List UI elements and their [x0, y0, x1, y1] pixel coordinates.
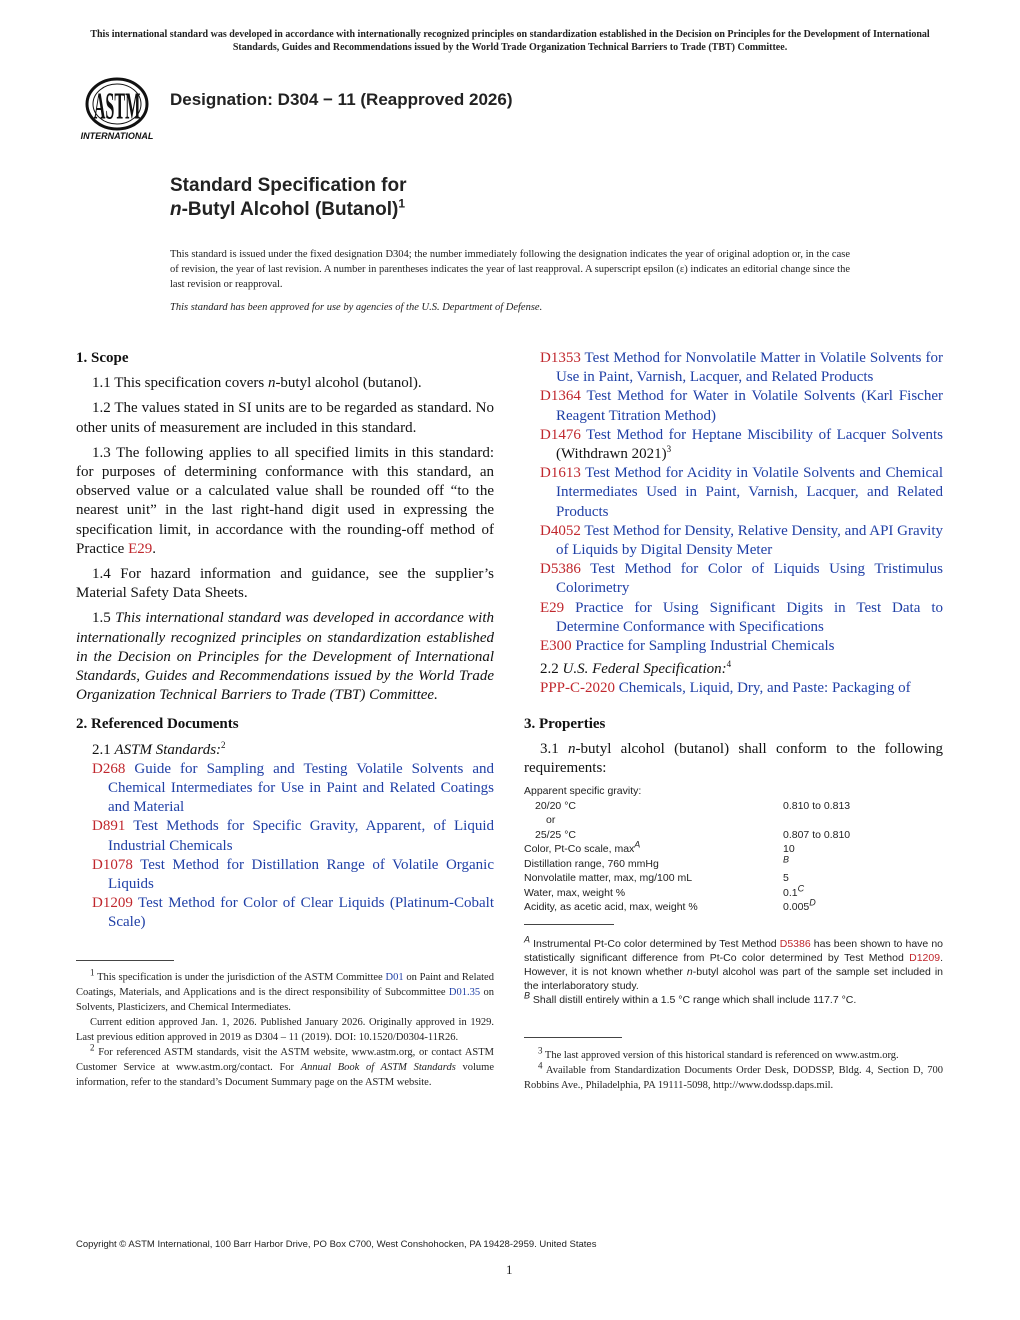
reference-d268	[76, 760, 494, 818]
document-title	[170, 174, 406, 222]
title-footnote-mark: 1	[398, 196, 406, 211]
reference-d1078	[76, 856, 494, 894]
title-rest: -Butyl Alcohol (Butanol)	[181, 199, 399, 220]
property-row	[524, 784, 943, 799]
ref-code-d268[interactable]: D268	[92, 760, 126, 777]
property-value: 0.810 to 0.813	[783, 799, 851, 812]
property-row	[524, 813, 943, 828]
reference-d1353	[524, 349, 943, 387]
footnote-1: $^1$ This specification is under the jurisdiction of the ASTM Committee D01 on Paint and Related Coatings, Materials, and Applications and is the direct responsibility of Subcommittee D01.35 on Solvents, Plasticizers, and Chemical Intermediates.	[76, 967, 494, 1013]
ref-title-e300[interactable]: Practice for Sampling Industrial Chemicals	[575, 638, 835, 655]
astm-logo	[72, 76, 162, 146]
ref-code-d5386[interactable]: D5386	[540, 561, 581, 578]
ref-title-d1476[interactable]: Test Method for Heptane Miscibility of Lacquer Solvents	[586, 426, 943, 443]
property-row	[524, 871, 943, 886]
svg-text:ASTM: ASTM	[93, 85, 141, 128]
title-line-2	[170, 198, 406, 222]
scope-1-5: 1.5 This international standard was developed in accordance with internationally recognized principles on standardization established in the Decision on Principles for the Development of International Standards, Guides and Recommendations issued by the World Trade Organization Technical Barriers to Trade (TBT) Committee.	[76, 610, 494, 704]
table-footnote-b: $^B$ Shall distill entirely within a 1.5 °C range which shall include 117.7 °C.	[524, 990, 857, 1006]
property-label: 25/25 °C	[535, 828, 576, 841]
ref-code-d1476[interactable]: D1476	[540, 426, 581, 443]
property-label: Acidity, as acetic acid, max, weight %	[524, 901, 698, 914]
ref-code-e300[interactable]: E300	[540, 638, 572, 655]
properties-heading: 3. Properties	[524, 715, 606, 732]
scope-heading: 1. Scope	[76, 350, 129, 366]
reference-d1364	[524, 387, 943, 425]
ref-title-d1078[interactable]: Test Method for Distillation Range of Volatile Organic Liquids	[108, 856, 494, 893]
link-d1209[interactable]: D1209	[909, 951, 941, 964]
properties-table	[524, 784, 943, 915]
designation: Designation: D304 − 11 (Reapproved 2026)	[170, 90, 513, 109]
reference-d1209	[76, 894, 494, 932]
footnote-3: $^3$ The last approved version of this historical standard is referenced on www.astm.org.	[538, 1045, 899, 1061]
property-row	[524, 799, 943, 814]
link-e29[interactable]: E29	[128, 540, 153, 557]
title-line-1: Standard Specification for	[170, 175, 407, 196]
dod-note: This standard has been approved for use by agencies of the U.S. Department of Defense.	[170, 302, 543, 313]
table-footnote-a: $^A$ Instrumental Pt-Co color determined by Test Method D5386 has been shown to have no statistically significant difference from Pt-Co color determined by Test Method D1209. However, it is not known whether n-butyl alcohol was part of the sample set included in the interlaboratory study.	[524, 934, 943, 992]
footnote-rule-left	[76, 960, 174, 961]
property-label: Apparent specific gravity:	[524, 785, 642, 798]
footnote-rule-right	[524, 1037, 622, 1038]
ref-code-d1613[interactable]: D1613	[540, 465, 581, 482]
federal-spec-subheading: 2.2 U.S. Federal Specification:$^4$	[540, 659, 732, 678]
table-footnote-rule	[524, 924, 614, 925]
ref-title-d5386[interactable]: Test Method for Color of Liquids Using Tristimulus Colorimetry	[556, 561, 943, 597]
reference-e300	[524, 637, 943, 656]
astm-standards-subheading: 2.1 ASTM Standards:$^2$	[92, 739, 226, 758]
ref-withdrawn-note: (Withdrawn 2021)	[556, 446, 667, 463]
ref-title-d1353[interactable]: Test Method for Nonvolatile Matter in Volatile Solvents for Use in Paint, Varnish, Lacquer, and Related Products	[556, 350, 943, 386]
ref-footnote-mark: 3	[666, 444, 672, 455]
reference-ppp-c-2020	[524, 679, 943, 698]
property-value: 10	[783, 843, 795, 856]
property-value: 0.807 to 0.810	[783, 828, 851, 841]
copyright: Copyright © ASTM International, 100 Barr Harbor Drive, PO Box C700, West Conshohocken, PA 19428-2959. United States	[76, 1239, 597, 1250]
property-row	[524, 886, 943, 901]
referenced-heading: 2. Referenced Documents	[76, 716, 239, 733]
ref-title-ppp-c-2020[interactable]: Chemicals, Liquid, Dry, and Paste: Packaging of	[618, 680, 911, 697]
ref-title-d1613[interactable]: Test Method for Acidity in Volatile Solvents and Chemical Intermediates Used in Paint, Varnish, Lacquer, and Related Products	[556, 465, 944, 520]
page-number: 1	[506, 1262, 513, 1277]
ref-code-d4052[interactable]: D4052	[540, 522, 581, 539]
property-value: 5	[783, 872, 789, 885]
property-label: Water, max, weight %	[524, 886, 626, 899]
reference-d5386	[524, 560, 943, 598]
svg-text:INTERNATIONAL: INTERNATIONAL	[80, 131, 154, 141]
footnotes-left	[76, 967, 494, 1090]
property-row	[524, 828, 943, 843]
property-label: Color, Pt-Co scale, $\max^A$	[524, 839, 641, 856]
property-value	[783, 784, 943, 799]
ref-title-d4052[interactable]: Test Method for Density, Relative Density, and API Gravity of Liquids by Digital Density Meter	[556, 522, 944, 559]
scope-1-2: 1.2 The values stated in SI units are to be regarded as standard. No other units of measurement are included in this standard.	[76, 400, 494, 436]
scope-1-4: 1.4 For hazard information and guidance, see the supplier’s Material Safety Data Sheets.	[76, 566, 494, 602]
link-d01[interactable]: D01	[385, 971, 404, 983]
ref-title-d1209[interactable]: Test Method for Color of Clear Liquids (Platinum-Cobalt Scale)	[108, 895, 494, 931]
references-left	[76, 760, 494, 933]
reference-e29	[524, 599, 943, 637]
property-row	[524, 857, 943, 872]
property-row	[524, 842, 943, 857]
property-label: Nonvolatile matter, max, mg/100 mL	[524, 872, 693, 885]
issue-note: This standard is issued under the fixed designation D304; the number immediately following the designation indicates the year of original adoption or, in the case of revision, the year of last revision. A number in parentheses indicates the year of last reapproval. A superscript epsilon (ε) indicates an editorial change since the last revision or reapproval.	[170, 249, 850, 290]
property-value: B	[783, 854, 790, 865]
title-italic-n: n	[170, 199, 182, 220]
ref-code-d1364[interactable]: D1364	[540, 388, 581, 405]
properties-3-1: 3.1 n-butyl alcohol (butanol) shall conform to the following requirements:	[524, 740, 944, 777]
property-value: $0.005^D$	[783, 897, 816, 914]
property-value: $0.1^C$	[783, 883, 805, 899]
right-column	[524, 349, 943, 1093]
left-column	[76, 349, 494, 1090]
scope-1-1: 1.1 This specification covers n-butyl alcohol (butanol).	[92, 375, 422, 392]
reference-d1613	[524, 464, 943, 522]
reference-d1476	[524, 426, 943, 464]
footnote-2: $^2$ For referenced ASTM standards, visit the ASTM website, www.astm.org, or contact ASTM Customer Service at www.astm.org/contact. For Annual Book of ASTM Standards volume information, refer to the standard’s Document Summary page on the ASTM website.	[76, 1042, 494, 1088]
references-right	[524, 349, 943, 656]
footnotes-right	[524, 1045, 943, 1093]
ref-title-d268[interactable]: Guide for Sampling and Testing Volatile Solvents and Chemical Intermediates for Use in Paint and Related Coatings and Material	[108, 760, 494, 816]
astm-logo-icon	[72, 76, 162, 146]
scope-1-3: 1.3 The following applies to all specified limits in this standard: for purposes of determining conformance with this standard, an observed value or a calculated value shall be rounded off “to the nearest unit” in the last right-hand digit used in expressing the specification limit, in accordance with the rounding-off method of Practice E29.	[76, 444, 494, 557]
footnote-1-edition: Current edition approved Jan. 1, 2026. Published January 2026. Originally approved in 1929. Last previous edition approved in 2019 as D304 – 11 (2019). DOI: 10.1520/D0304-11R26.	[76, 1016, 494, 1043]
ref-code-ppp-c-2020[interactable]: PPP-C-2020	[540, 680, 616, 697]
ref-code-d891[interactable]: D891	[92, 818, 126, 835]
ref-code-e29[interactable]: E29	[540, 599, 565, 616]
ref-code-d1078[interactable]: D1078	[92, 856, 133, 873]
property-label: 20/20 °C	[535, 799, 576, 812]
property-label: Distillation range, 760 mmHg	[524, 857, 659, 870]
property-label: or	[546, 814, 556, 827]
ref-title-d1364[interactable]: Test Method for Water in Volatile Solvents (Karl Fischer Reagent Titration Method)	[556, 388, 943, 424]
ref-code-d1353[interactable]: D1353	[540, 350, 581, 366]
ref-title-e29[interactable]: Practice for Using Significant Digits in Test Data to Determine Conformance with Specifications	[556, 599, 943, 635]
reference-d4052	[524, 522, 943, 560]
reference-d891	[76, 817, 494, 855]
property-row	[524, 900, 943, 915]
link-d5386[interactable]: D5386	[779, 937, 811, 950]
property-value	[783, 813, 943, 828]
footnote-4: $^4$ Available from Standardization Documents Order Desk, DODSSP, Bldg. 4, Section D, 700 Robbins Ave., Philadelphia, PA 19111-5098, http://www.dodssp.daps.mil.	[524, 1060, 943, 1091]
link-d01-35[interactable]: D01.35	[448, 986, 481, 998]
ref-code-d1209[interactable]: D1209	[92, 895, 133, 912]
ref-title-d891[interactable]: Test Methods for Specific Gravity, Apparent, of Liquid Industrial Chemicals	[108, 818, 494, 854]
top-notice: This international standard was developed in accordance with internationally recognized principles on standardization established in the Decision on Principles for the Development of International Standards, Guides and Recommendations issued by the World Trade Organization Technical Barriers to Trade (TBT) Committee.	[90, 29, 930, 53]
